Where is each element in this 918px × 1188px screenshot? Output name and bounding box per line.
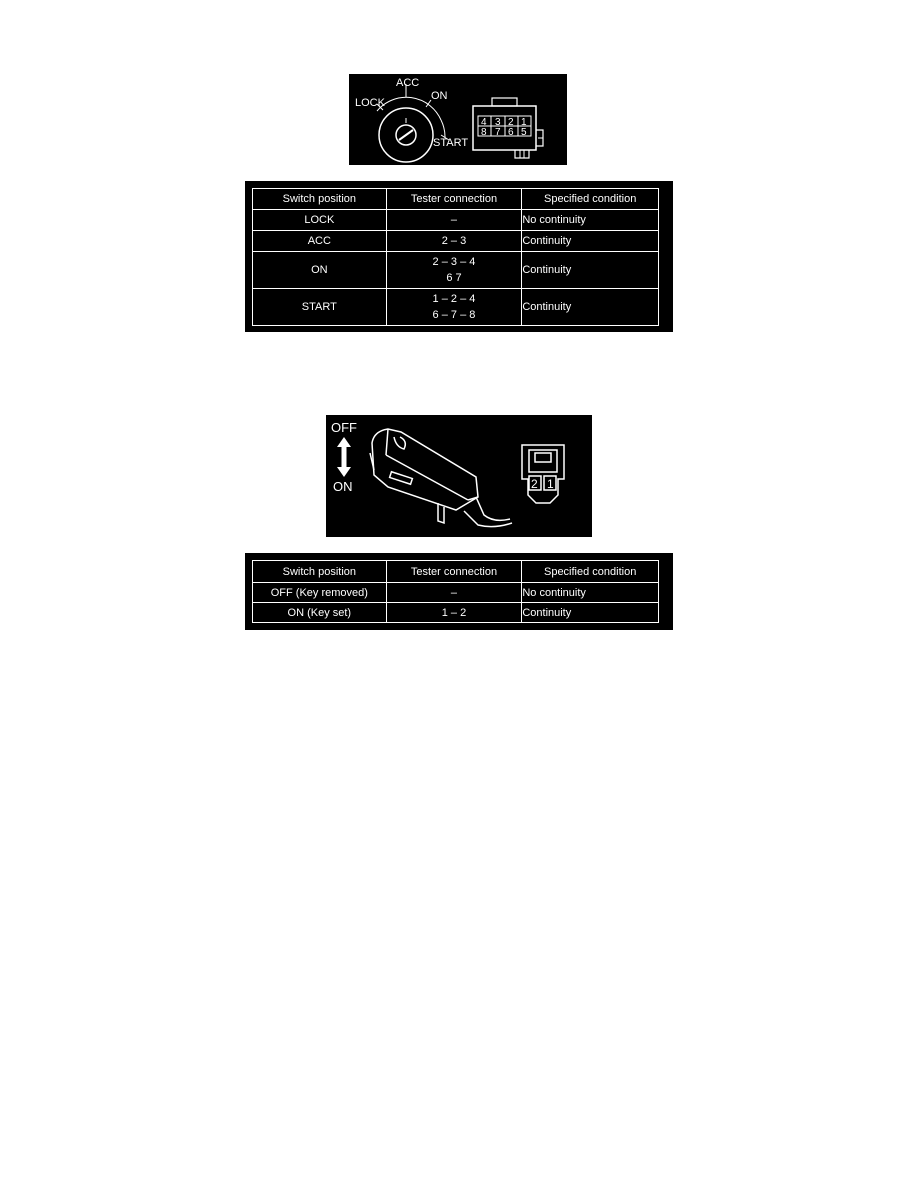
pin-8: 8 (481, 127, 487, 138)
cell-condition: Continuity (522, 289, 659, 326)
tester-line: 6 7 (446, 272, 462, 284)
tester-line: 1 – 2 – 4 (432, 293, 476, 305)
key-switch-table-panel (245, 553, 673, 630)
tester-line: 6 – 7 – 8 (432, 309, 476, 321)
ignition-switch-figure (349, 74, 567, 165)
header-specified-condition: Specified condition (522, 189, 659, 210)
pin-2: 2 (508, 117, 514, 128)
label-on: ON (431, 90, 448, 102)
cell-tester (386, 289, 522, 326)
cell-tester: – (386, 210, 522, 231)
label-off: OFF (331, 420, 357, 435)
cell-position: ON (Key set) (253, 603, 387, 623)
cell-tester: 1 – 2 (386, 603, 522, 623)
cell-condition: Continuity (522, 252, 659, 289)
label-on: ON (333, 479, 353, 494)
cell-condition: No continuity (522, 210, 659, 231)
table-row (253, 231, 659, 252)
header-tester-connection: Tester connection (386, 561, 522, 583)
key-switch-diagram (326, 415, 592, 537)
label-acc: ACC (396, 77, 420, 89)
tester-line: 2 – 3 – 4 (432, 256, 476, 268)
pin-1: 1 (547, 477, 554, 491)
cell-condition: No continuity (522, 583, 659, 603)
cell-position: ON (253, 252, 387, 289)
ignition-switch-table-panel (245, 181, 673, 332)
pin-2: 2 (531, 477, 538, 491)
table-row (253, 210, 659, 231)
cell-position: OFF (Key removed) (253, 583, 387, 603)
table-row (253, 603, 659, 623)
key-switch-figure (326, 415, 592, 537)
cell-condition: Continuity (522, 231, 659, 252)
header-switch-position: Switch position (253, 189, 387, 210)
label-lock: LOCK (355, 97, 385, 109)
cell-position: ACC (253, 231, 387, 252)
up-down-arrow-icon (337, 437, 351, 477)
cell-tester: – (386, 583, 522, 603)
key-switch-body-icon (370, 429, 512, 527)
ignition-switch-table (252, 188, 659, 326)
cell-tester: 2 – 3 (386, 231, 522, 252)
pin-5: 5 (521, 127, 527, 138)
pin-7: 7 (495, 127, 501, 138)
cell-position: START (253, 289, 387, 326)
table-row (253, 252, 659, 289)
pin-6: 6 (508, 127, 514, 138)
pin-4: 4 (481, 117, 487, 128)
cell-condition: Continuity (522, 603, 659, 623)
cell-position: LOCK (253, 210, 387, 231)
table-row (253, 583, 659, 603)
pin-1: 1 (521, 117, 527, 128)
connector-2pin-icon (522, 445, 564, 503)
header-switch-position: Switch position (253, 561, 387, 583)
table-header-row (253, 189, 659, 210)
table-row (253, 289, 659, 326)
key-switch-table (252, 560, 659, 623)
label-start: START (433, 137, 469, 149)
ignition-switch-diagram (349, 74, 567, 165)
pin-3: 3 (495, 117, 501, 128)
cell-tester (386, 252, 522, 289)
table-header-row (253, 561, 659, 583)
header-specified-condition: Specified condition (522, 561, 659, 583)
header-tester-connection: Tester connection (386, 189, 522, 210)
